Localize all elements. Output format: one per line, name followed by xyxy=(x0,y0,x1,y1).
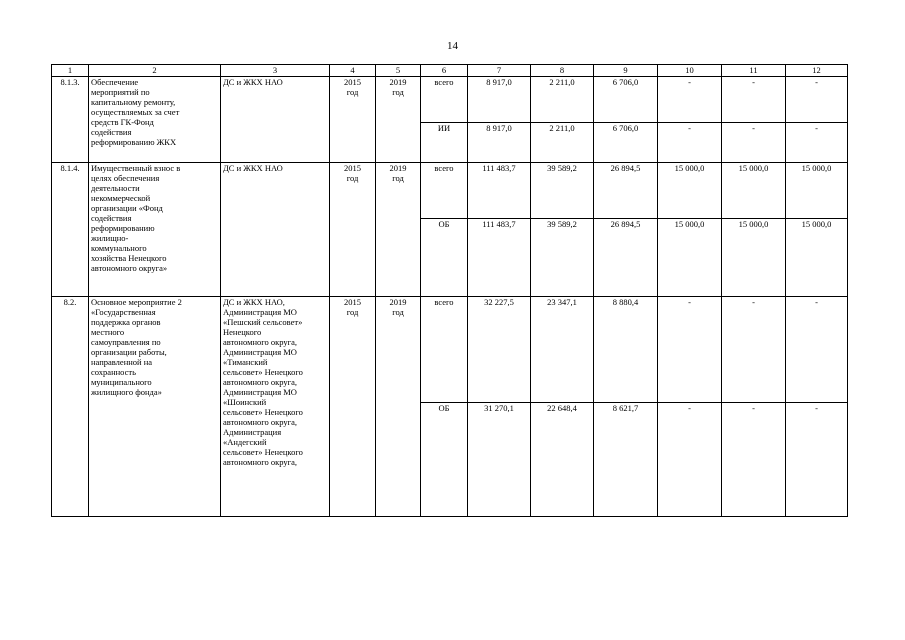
start-year: 2015 год xyxy=(330,77,376,163)
value-cell: 8 880,4 xyxy=(594,297,658,403)
funding-source: всего xyxy=(421,77,468,123)
value-cell: 26 894,5 xyxy=(594,219,658,297)
value-cell: - xyxy=(786,297,848,403)
value-cell: - xyxy=(658,297,722,403)
funding-source: всего xyxy=(421,163,468,219)
value-cell: 15 000,0 xyxy=(722,219,786,297)
value-cell: 8 621,7 xyxy=(594,403,658,517)
value-cell: 15 000,0 xyxy=(658,163,722,219)
value-cell: 15 000,0 xyxy=(786,219,848,297)
value-cell: 111 483,7 xyxy=(468,163,531,219)
value-cell: 111 483,7 xyxy=(468,219,531,297)
value-cell: 6 706,0 xyxy=(594,77,658,123)
value-cell: 6 706,0 xyxy=(594,123,658,163)
end-year: 2019 год xyxy=(376,77,421,163)
item-number: 8.2. xyxy=(52,297,89,517)
value-cell: - xyxy=(658,123,722,163)
funding-source: ИИ xyxy=(421,123,468,163)
value-cell: 2 211,0 xyxy=(531,77,594,123)
column-header: 7 xyxy=(468,65,531,77)
item-executor: ДС и ЖКХ НАО xyxy=(221,77,330,163)
value-cell: 31 270,1 xyxy=(468,403,531,517)
end-year: 2019 год xyxy=(376,297,421,517)
value-cell: - xyxy=(658,403,722,517)
column-header: 12 xyxy=(786,65,848,77)
column-header: 1 xyxy=(52,65,89,77)
value-cell: - xyxy=(658,77,722,123)
value-cell: 39 589,2 xyxy=(531,219,594,297)
value-cell: 2 211,0 xyxy=(531,123,594,163)
table-row xyxy=(52,297,848,403)
value-cell: 39 589,2 xyxy=(531,163,594,219)
value-cell: 15 000,0 xyxy=(722,163,786,219)
table-row xyxy=(52,77,848,123)
funding-source: ОБ xyxy=(421,403,468,517)
end-year: 2019 год xyxy=(376,163,421,297)
column-header: 9 xyxy=(594,65,658,77)
value-cell: - xyxy=(722,403,786,517)
item-name: Обеспечение мероприятий по капитальному ремонту, осуществляемых за счет средств ГК-Фонд содействия реформированию ЖКХ xyxy=(89,77,221,163)
page-number: 14 xyxy=(447,40,458,52)
value-cell: 15 000,0 xyxy=(786,163,848,219)
value-cell: - xyxy=(722,123,786,163)
column-header: 2 xyxy=(89,65,221,77)
funding-source: ОБ xyxy=(421,219,468,297)
value-cell: 8 917,0 xyxy=(468,123,531,163)
column-header: 5 xyxy=(376,65,421,77)
value-cell: 8 917,0 xyxy=(468,77,531,123)
column-header: 4 xyxy=(330,65,376,77)
value-cell: 23 347,1 xyxy=(531,297,594,403)
item-name: Основное мероприятие 2 «Государственная поддержка органов местного самоуправления по организации работы, направленной на сохранность муниципального жилищного фонда» xyxy=(89,297,221,517)
item-number: 8.1.4. xyxy=(52,163,89,297)
item-number: 8.1.3. xyxy=(52,77,89,163)
value-cell: - xyxy=(722,297,786,403)
column-header: 11 xyxy=(722,65,786,77)
start-year: 2015 год xyxy=(330,163,376,297)
value-cell: 26 894,5 xyxy=(594,163,658,219)
value-cell: - xyxy=(786,403,848,517)
value-cell: 15 000,0 xyxy=(658,219,722,297)
column-header: 10 xyxy=(658,65,722,77)
item-executor: ДС и ЖКХ НАО xyxy=(221,163,330,297)
program-table xyxy=(51,64,848,517)
column-number-row xyxy=(52,65,848,77)
start-year: 2015 год xyxy=(330,297,376,517)
value-cell: 22 648,4 xyxy=(531,403,594,517)
value-cell: - xyxy=(786,77,848,123)
value-cell: - xyxy=(786,123,848,163)
funding-source: всего xyxy=(421,297,468,403)
table-row xyxy=(52,163,848,219)
item-executor: ДС и ЖКХ НАО, Администрация МО «Пешский сельсовет» Ненецкого автономного округа, Администрация МО «Тиманский сельсовет» Ненецкого автономного округа, Администрация МО «Шоинский сельсовет» Ненецкого автономного округа, Администрация «Андегский сельсовет» Ненецкого автономного округа, xyxy=(221,297,330,517)
item-name: Имущественный взнос в целях обеспечения деятельности некоммерческой организации «Фонд содействия реформированию жилищно- коммунального хозяйства Ненецкого автономного округа» xyxy=(89,163,221,297)
column-header: 6 xyxy=(421,65,468,77)
value-cell: - xyxy=(722,77,786,123)
column-header: 3 xyxy=(221,65,330,77)
value-cell: 32 227,5 xyxy=(468,297,531,403)
column-header: 8 xyxy=(531,65,594,77)
